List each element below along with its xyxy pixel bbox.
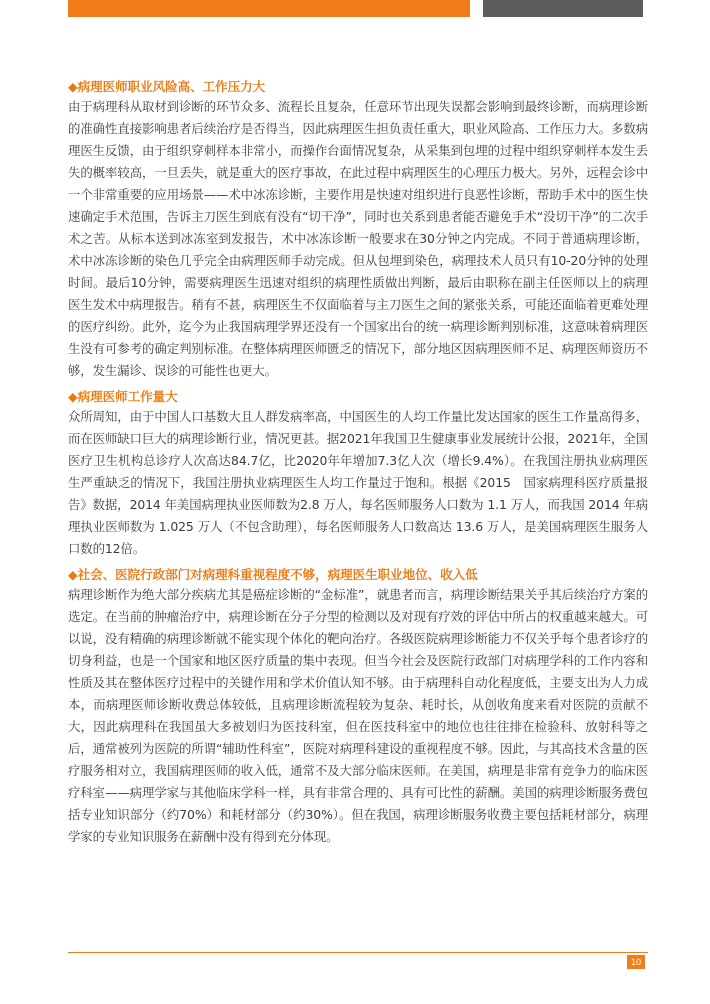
section-heading: ◆病理医师工作量大 [68,389,178,404]
section-paragraph: 由于病理科从取材到诊断的环节众多、流程长且复杂，任意环节出现失误都会影响到最终诊断，而病理诊断的准确性直接影响患者后续治疗是否得当，因此病理医生担负责任重大，职业风险高、工作压力大。多数病理医生反馈，由于组织穿刺样本非常小，而操作台面情况复杂，从采集到包埋的过程中组织穿刺样本发生丢失的概率较高，一旦丢失，就是重大的医疗事故，在此过程中病理医生的心理压力极大。另外，远程会诊中一个非常重要的应用场景——术中冰冻诊断，主要作用是快速对组织进行良恶性诊断，帮助手术中的医生快速确定手术范围，告诉主刀医生到底有没有“切干净”，同时也关系到患者能否避免手术“没切干净”的二次手术之苦。从标本送到冰冻室到发报告，术中冰冻诊断一般要求在30分钟之内完成。不同于普通病理诊断，术中冰冻诊断的染色几乎完全由病理医师手动完成。但从包埋到染色，病理技术人员只有10-20分钟的处理时间。最后10分钟，需要病理医生迅速对组织的病理性质做出判断，最后由职称在副主任医师以上的病理医生发术中病理报告。稍有不甚，病理医生不仅面临着与主刀医生之间的紧张关系，可能还面临着更难处理的医疗纠纷。此外，迄今为止我国病理学界还没有一个国家出台的统一病理诊断判别标准，这意味着病理医生没有可参考的确定判别标准。在整体病理医师匮乏的情况下，部分地区因病理医师不足、病理医师资历不够，发生漏诊、误诊的可能性也更大。 [68,99,648,378]
section-risk [68,78,648,382]
section-workload [68,388,648,560]
section-paragraph: 众所周知，由于中国人口基数大且人群发病率高，中国医生的人均工作量比发达国家的医生工作量高得多，而在医师缺口巨大的病理诊断行业，情况更甚。据2021年我国卫生健康事业发展统计公报，2021年，全国医疗卫生机构总诊疗人次高达84.7亿，比2020年年增加7.3亿人次（增长9.4%）。在我国注册执业病理医生严重缺乏的情况下，我国注册执业病理医生人均工作量过于饱和。根据《2015 国家病理科医疗质量报告》数据，2014 年美国病理执业医师数为2.8 万人，每名医师服务人口数为 1.1 万人，而我国 2014 年病理执业医师数为 1.025 万人（不包含助理），每名医师服务人口数高达 13.6 万人，是美国病理医生服务人口数的12倍。 [68,409,648,556]
page-number: 10 [627,955,645,969]
section-heading: ◆病理医师职业风险高、工作压力大 [68,79,266,94]
section-paragraph: 病理诊断作为绝大部分疾病尤其是癌症诊断的“金标准”，就患者而言，病理诊断结果关乎其后续治疗方案的选定。在当前的肿瘤治疗中，病理诊断在分子分型的检测以及对现有疗效的评估中所占的权重越来越大。可以说，没有精确的病理诊断就不能实现个体化的靶向治疗。各级医院病理诊断能力不仅关乎每个患者诊疗的切身利益，也是一个国家和地区医疗质量的集中表现。但当今社会及医院行政部门对病理学科的工作内容和性质及其在整体医疗过程中的关键作用和学术价值认知不够。由于病理科自动化程度低，主要支出为人力成本，而病理医师诊断收费总体较低，且病理诊断流程较为复杂、耗时长，从创收角度来看对医院的贡献不大，因此病理科在我国虽大多被划归为医技科室，但在医技科室中的地位也往往排在检验科、放射科等之后，通常被列为医院的所谓“辅助性科室”，医院对病理科建设的重视程度不够。因此，与其高技术含量的医疗服务相对立，我国病理医师的收入低，通常不及大部分临床医师。在美国，病理是非常有竞争力的临床医疗科室——病理学家与其他临床学科一样，具有非常合理的、具有可比性的薪酬。美国的病理诊断服务费包括专业知识部分（约70%）和耗材部分（约30%）。但在我国，病理诊断服务收费主要包括耗材部分，病理学家的专业知识服务在薪酬中没有得到充分体现。 [68,587,648,844]
header-orange-bar [68,0,470,17]
header-bar-gap [470,0,483,17]
section-status [68,566,648,848]
document-body [68,78,648,854]
header-gray-bar [483,0,643,17]
footer-divider [68,952,648,953]
section-heading: ◆社会、医院行政部门对病理科重视程度不够，病理医生职业地位、收入低 [68,567,478,582]
